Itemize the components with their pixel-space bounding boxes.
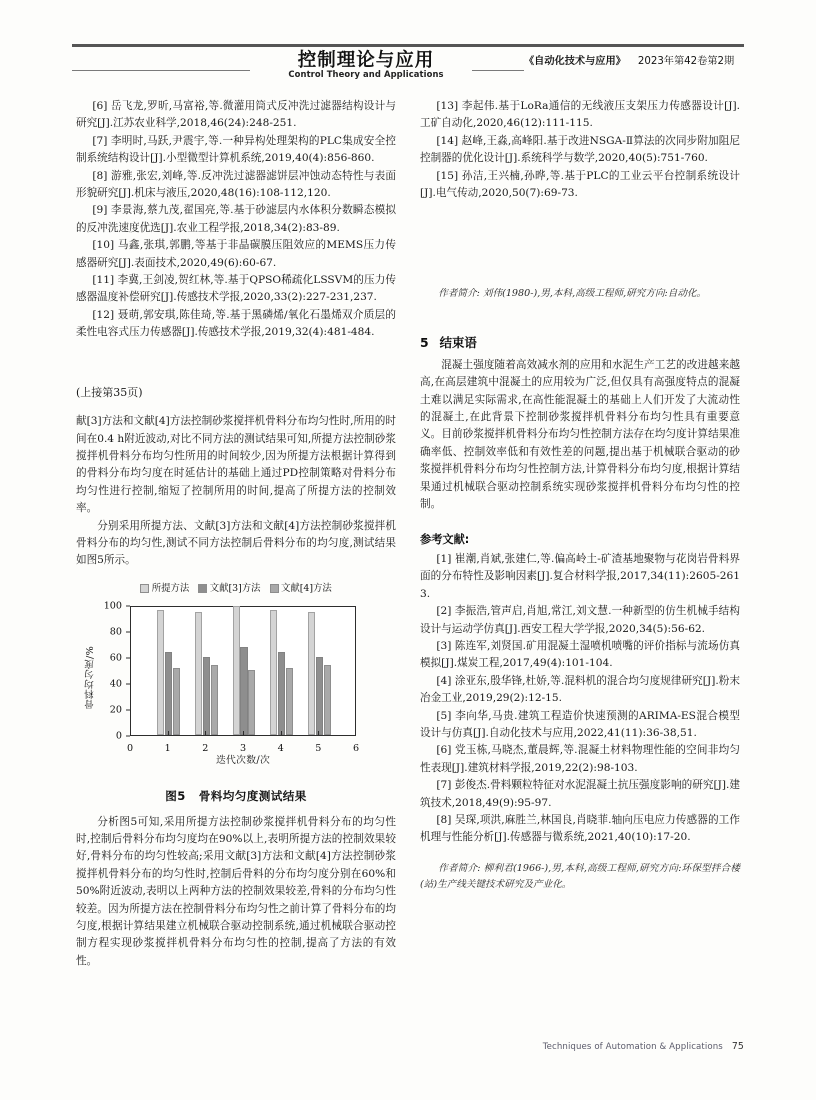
figure-caption — [76, 788, 396, 805]
figure-number: 图5 — [165, 789, 186, 804]
page-footer — [420, 1041, 744, 1052]
journal-title-en: Control Theory and Applications — [288, 69, 444, 79]
legend-item — [270, 580, 332, 597]
body-paragraph: 献[3]方法和文献[4]方法控制砂浆搅拌机骨料分布均匀性时,所用的时间在0.4 h附近波动,对比不同方法的测试结果可知,所提方法控制砂浆搅拌机骨料分布均匀性所用的时间较少,因为所提方法根据计算得到的骨料分布均匀度在时延估计的基础上通过PD控制策略对骨料分布均匀性进行控制,缩短了控制所用的时间,提高了所提方法的控制效率。 — [76, 415, 396, 515]
chart-bar — [240, 647, 247, 735]
chart-legend — [76, 580, 396, 597]
x-tick-label: 3 — [239, 743, 247, 755]
reference-item: [8] 游雅,张宏,刘峰,等.反冲洗过滤器滤饼层冲蚀动态特性与表面形貌研究[J].机床与液压,2020,48(16):108-112,120. — [76, 169, 396, 200]
section-title: 结束语 — [439, 335, 477, 351]
y-tick-label: 80 — [109, 626, 122, 638]
legend-swatch-icon — [198, 584, 207, 593]
x-tick-label: 4 — [277, 743, 284, 755]
reference-item: [3] 陈连军,刘贤国.矿用混凝土湿喷机喷嘴的评价指标与流场仿真模拟[J].煤炭工程,2017,49(4):101-104. — [420, 639, 740, 670]
footer-journal-en: Techniques of Automation & Applications — [542, 1042, 723, 1052]
page-number: 75 — [731, 1041, 744, 1052]
y-tick-label: 0 — [115, 730, 122, 742]
x-tick-label: 1 — [164, 743, 171, 755]
legend-item — [140, 580, 189, 597]
x-tick-label: 5 — [315, 743, 322, 755]
chart-bar — [203, 657, 210, 735]
reference-item: [4] 涂亚东,殷华锋,杜娇,等.混料机的混合均匀度规律研究[J].粉末冶金工业,2019,29(2):12-15. — [420, 674, 740, 705]
reference-item: [5] 李向华,马贵.建筑工程造价快速预测的ARIMA-ES混合模型设计与仿真[J].自动化技术与应用,2022,41(11):36-38,51. — [420, 709, 740, 739]
reference-item: [9] 李景海,蔡九茂,翟国亮,等.基于砂滤层内水体积分数瞬态模拟的反冲洗速度优选[J].农业工程学报,2018,34(2):83-89. — [76, 204, 396, 234]
x-tick-mark — [243, 731, 244, 736]
section-heading-conclusion — [420, 334, 740, 351]
reference-item: [14] 赵峰,王淼,高峰阳.基于改进NSGA-Ⅱ算法的次同步附加阻尼控制器的优化设计[J].系统科学与数学,2020,40(5):751-760. — [420, 134, 740, 165]
chart-bar — [165, 652, 172, 735]
chart-bar — [195, 612, 202, 736]
spacer — [420, 847, 740, 861]
issue-title: 《自动化技术与应用》 — [524, 56, 626, 67]
y-tick-label: 60 — [109, 652, 122, 664]
chart-bar — [324, 665, 331, 735]
legend-label: 文献[3]方法 — [209, 582, 261, 594]
reference-item: [6] 岳飞龙,罗昕,马富裕,等.微灌用筒式反冲洗过滤器结构设计与研究[J].江苏农业科学,2018,46(24):248-251. — [76, 100, 396, 130]
reference-item: [12] 聂萌,郭安琪,陈佳琦,等.基于黑磷烯/氧化石墨烯双介质层的柔性电容式压力传感器[J].传感技术学报,2019,32(4):481-484. — [76, 308, 396, 339]
header-left-line — [72, 70, 250, 71]
right-column — [420, 98, 740, 893]
chart-bar — [173, 668, 180, 736]
issue-info — [524, 52, 734, 67]
references-heading: 参考文献: — [420, 532, 470, 546]
spacer — [420, 202, 740, 286]
page-header — [72, 44, 744, 90]
reference-item: [2] 李振浩,管声启,肖旭,常江,刘文慧.一种新型的仿生机械手结构设计与运动学仿真[J].西安工程大学学报,2020,34(5):56-62. — [420, 605, 740, 635]
spacer — [420, 302, 740, 330]
header-mid-line — [472, 70, 524, 71]
reference-item: [1] 崔潮,肖斌,张建仁,等.偏高岭土-矿渣基地聚物与花岗岩骨料界面的分布特性及影响因素[J].复合材料学报,2017,34(11):2605-2613. — [420, 552, 740, 600]
x-tick-label: 6 — [352, 743, 360, 755]
bar-chart — [86, 600, 386, 768]
legend-swatch-icon — [270, 584, 279, 593]
author-bio-top: 作者简介: 刘伟(1980-),男,本科,高级工程师,研究方向:自动化。 — [438, 288, 707, 300]
x-tick-mark — [205, 731, 206, 736]
conclusion-paragraph: 混凝土强度随着高效减水剂的应用和水泥生产工艺的改进越来越高,在高层建筑中混凝土的应用较为广泛,但仅具有高强度特点的混凝土难以满足实际需求,在高性能混凝土的基础上人们开发了大流动性的混凝土,在此背景下控制砂浆搅拌机骨料分布均匀性具有重要意义。目前砂浆搅拌机骨料分布均匀性控制方法存在均匀度计算结果准确率低、控制效率低和有效性差的问题,提出基于机械联合驱动的砂浆搅拌机骨料分布均匀性控制方法,计算骨料分布均匀度,根据计算结果通过机械联合驱动控制系统实现砂浆搅拌机骨料分布均匀性的控制。 — [420, 358, 740, 511]
chart-bar — [248, 670, 255, 735]
figure-5 — [76, 580, 396, 806]
reference-item: [11] 李冀,王剑凌,贺红林,等.基于QPSO稀疏化LSSVM的压力传感器温度补偿研究[J].传感技术学报,2020,33(2):227-231,237. — [76, 274, 396, 304]
x-tick-mark — [168, 731, 169, 736]
y-tick-label: 40 — [109, 678, 122, 690]
figure-title: 骨料均匀度测试结果 — [198, 789, 307, 804]
x-tick-label: 0 — [126, 743, 134, 755]
legend-swatch-icon — [140, 584, 149, 593]
legend-label: 文献[4]方法 — [281, 582, 332, 594]
legend-label: 所提方法 — [151, 582, 190, 594]
reference-item: [7] 彭俊杰.骨料颗粒特征对水泥混凝土抗压强度影响的研究[J].建筑技术,2018,49(9):95-97. — [420, 779, 740, 809]
y-tick-label: 100 — [103, 600, 122, 612]
x-axis-label: 迭代次数/次 — [215, 755, 271, 767]
chart-bar — [157, 610, 164, 735]
issue-detail: 2023年第42卷第2期 — [637, 56, 735, 67]
continued-from-note: (上接第35页) — [76, 385, 143, 399]
reference-item: [6] 党玉栋,马晓杰,董晨辉,等.混凝土材料物理性能的空间非均匀性表现[J].建筑材料学报,2019,22(2):98-103. — [420, 744, 740, 774]
y-axis-ticks — [86, 600, 126, 742]
legend-item — [198, 580, 260, 597]
chart-bar — [233, 606, 240, 735]
reference-item: [7] 李明时,马跃,尹震宇,等.一种异构处理架构的PLC集成安全控制系统结构设计[J].小型微型计算机系统,2019,40(4):856-860. — [76, 134, 396, 165]
author-bio-bottom: 作者简介: 柳利君(1966-),男,本科,高级工程师,研究方向:环保型拌合楼(站)生产线关键技术研究及产业化。 — [420, 862, 740, 890]
x-tick-label: 2 — [202, 743, 209, 755]
chart-bar — [308, 612, 315, 736]
section-number: 5 — [420, 335, 429, 351]
chart-bar — [316, 657, 323, 735]
body-paragraph: 分别采用所提方法、文献[3]方法和文献[4]方法控制砂浆搅拌机骨料分布的均匀性,测试不同方法控制后骨料分布的均匀度,测试结果如图5所示。 — [76, 519, 396, 567]
reference-item: [15] 孙洁,王兴楠,孙晔,等.基于PLC的工业云平台控制系统设计[J].电气传动,2020,50(7):69-73. — [420, 169, 740, 200]
journal-title-cn: 控制理论与应用 — [297, 50, 435, 71]
reference-item: [10] 马鑫,张琪,郭鹏,等基于非晶碳膜压阻效应的MEMS压力传感器研究[J].表面技术,2020,49(6):60-67. — [76, 239, 396, 269]
left-column — [76, 98, 396, 970]
x-tick-mark — [281, 731, 282, 736]
reference-item: [13] 李起伟.基于LoRa通信的无线液压支架压力传感器设计[J].工矿自动化,2020,46(12):111-115. — [420, 100, 740, 130]
chart-bar — [211, 665, 218, 735]
y-axis-label: 骨料均匀度/% — [85, 645, 96, 709]
x-tick-mark — [318, 731, 319, 736]
chart-bar — [286, 668, 293, 736]
y-tick-label: 20 — [109, 704, 122, 716]
body-paragraph: 分析图5可知,采用所提方法控制砂浆搅拌机骨料分布的均匀性时,控制后骨料分布均匀度均在90%以上,表明所提方法的控制效果较好,骨料分布的均匀性较高;采用文献[3]方法和文献[4]方法控制砂浆搅拌机骨料分布的均匀性时,控制后骨料的分布均匀度分别在60%和50%附近波动,表明以上两种方法的控制效果较差,骨料的分布均匀性较差。因为所提方法在控制骨料分布均匀性之前计算了骨料分布的均匀度,根据计算结果建立机械联合驱动控制系统,通过机械联合驱动控制方程实现砂浆搅拌机骨料分布均匀性的控制,提高了方法的有效性。 — [76, 815, 396, 967]
chart-bar — [270, 610, 277, 735]
reference-item: [8] 吴琛,项洪,麻胜兰,林国良,肖晓菲.轴向压电应力传感器的工作机理与性能分析[J].传感器与微系统,2021,40(10):17-20. — [420, 814, 740, 844]
chart-bar — [278, 652, 285, 735]
plot-area — [130, 606, 356, 736]
